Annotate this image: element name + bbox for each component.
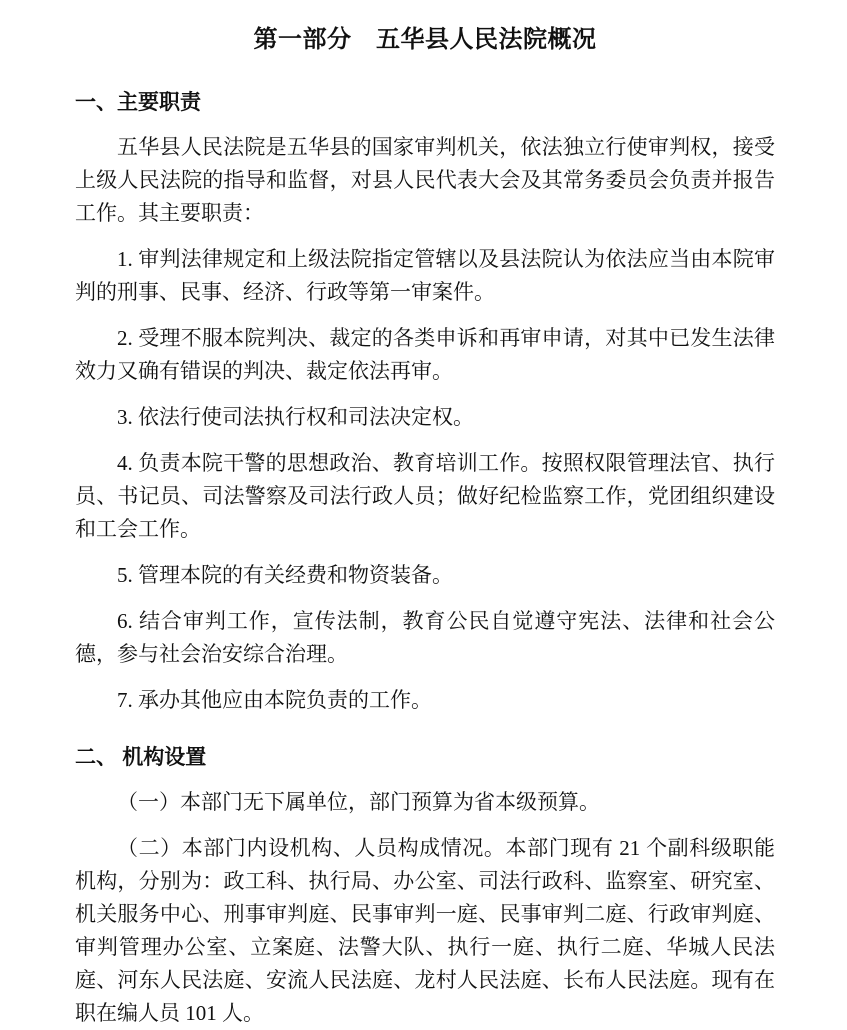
paragraph-duty-5: 5. 管理本院的有关经费和物资装备。 <box>117 562 453 587</box>
section-heading-organization: 二、 机构设置 <box>75 744 207 769</box>
paragraph-duty-4: 4. 负责本院干警的思想政治、教育培训工作。按照权限管理法官、执行员、书记员、司法警察及司法行政人员；做好纪检监察工作，党团组织建设和工会工作。 <box>75 450 775 541</box>
paragraph-duty-7: 7. 承办其他应由本院负责的工作。 <box>117 687 432 712</box>
paragraph-duty-1: 1. 审判法律规定和上级法院指定管辖以及县法院认为依法应当由本院审判的刑事、民事、经济、行政等第一审案件。 <box>75 246 775 304</box>
document-title: 第一部分 五华县人民法院概况 <box>253 27 597 53</box>
paragraph-org-1: （一）本部门无下属单位，部门预算为省本级预算。 <box>117 790 600 815</box>
paragraph-duty-2: 2. 受理不服本院判决、裁定的各类申诉和再审申请，对其中已发生法律效力又确有错误的判决、裁定依法再审。 <box>75 325 775 383</box>
paragraph-duty-6: 6. 结合审判工作，宣传法制，教育公民自觉遵守宪法、法律和社会公德，参与社会治安综合治理。 <box>75 608 775 666</box>
paragraph-duty-3: 3. 依法行使司法执行权和司法决定权。 <box>117 404 474 429</box>
section-heading-main-duties: 一、主要职责 <box>75 89 201 114</box>
section-main-duties <box>75 88 775 717</box>
paragraph-org-2: （二）本部门内设机构、人员构成情况。本部门现有 21 个副科级职能机构，分别为：政工科、执行局、办公室、司法行政科、监察室、研究室、机关服务中心、刑事审判庭、民事审判一庭、民事审判二庭、行政审判庭、审判管理办公室、立案庭、法警大队、执行一庭、执行二庭、华城人民法庭、河东人民法庭、安流人民法庭、龙村人民法庭、长布人民法庭。现有在职在编人员 101 人。 <box>75 836 775 1026</box>
section-organization <box>75 743 775 1030</box>
paragraph-intro: 五华县人民法院是五华县的国家审判机关，依法独立行使审判权，接受上级人民法院的指导和监督，对县人民代表大会及其常务委员会负责并报告工作。其主要职责： <box>75 134 775 225</box>
